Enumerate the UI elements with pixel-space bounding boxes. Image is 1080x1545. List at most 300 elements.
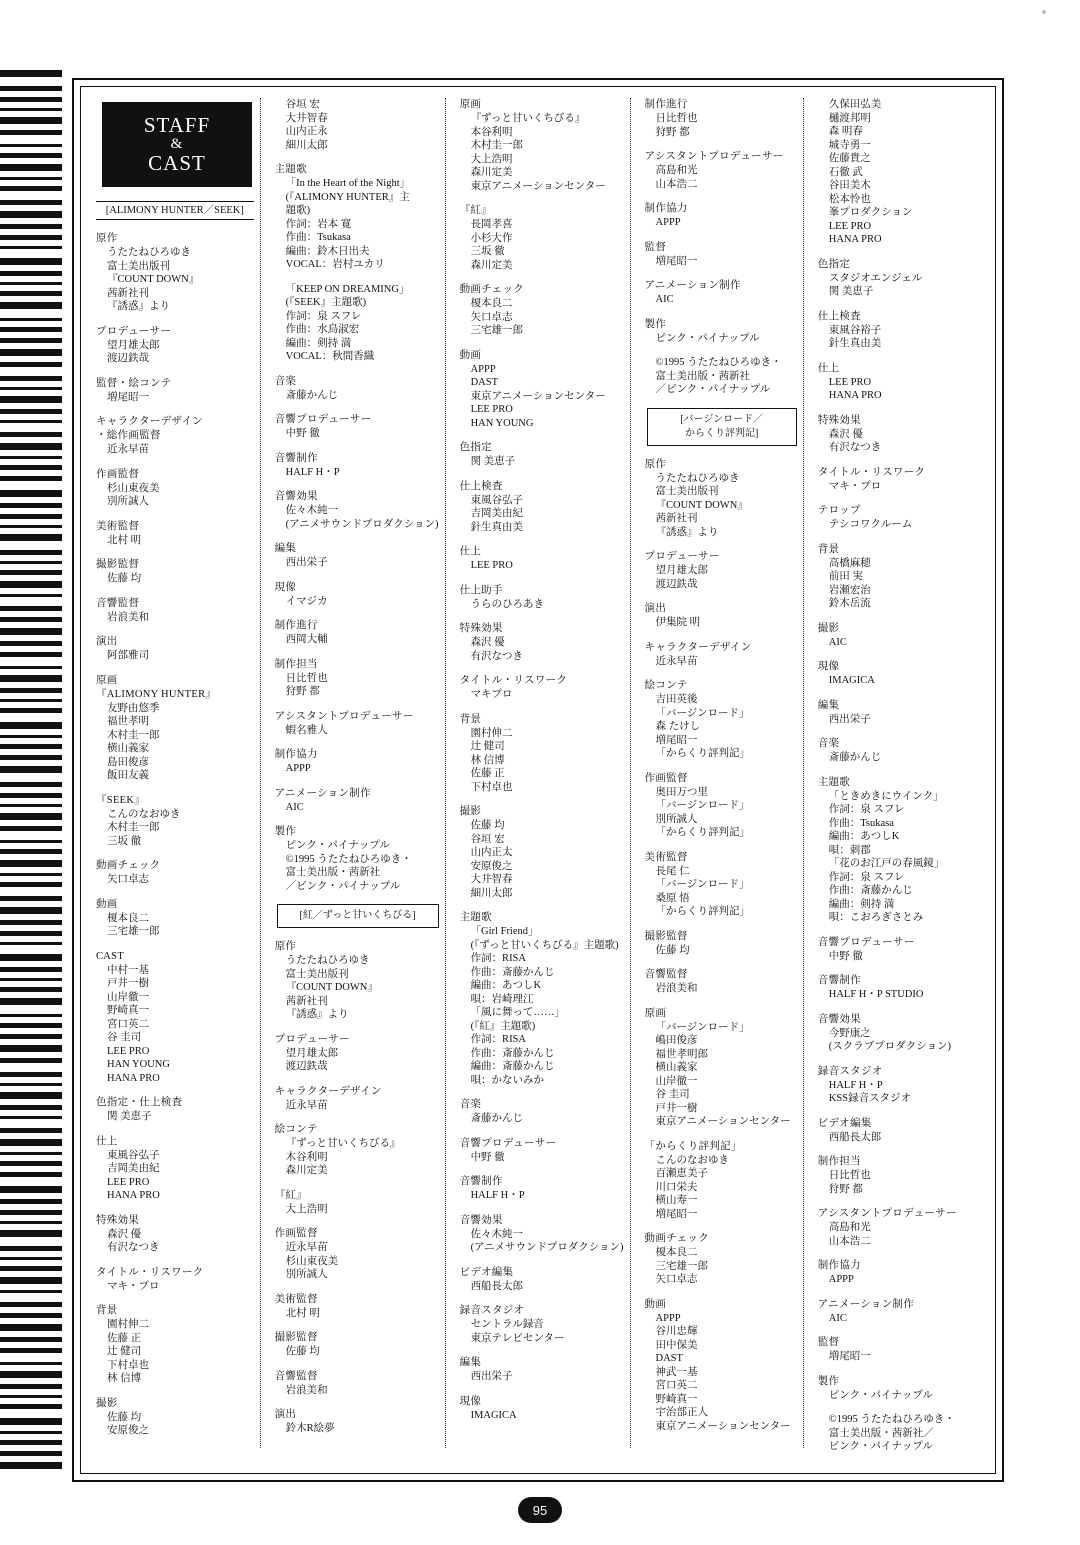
credit-name: 宮口英二	[655, 1380, 698, 1391]
credit-role: 特殊効果	[459, 623, 503, 634]
stripe	[0, 708, 62, 713]
credit-block	[275, 940, 439, 1022]
credit-block	[460, 441, 624, 469]
stripe	[0, 108, 62, 111]
credit-name: 狩野 都	[655, 126, 690, 138]
credit-block	[645, 356, 797, 397]
credit-name: LEE PRO	[107, 1176, 150, 1188]
credit-block	[818, 1413, 970, 1454]
credit-block	[818, 737, 970, 765]
credit-role: 仕上	[96, 1135, 118, 1147]
credit-name: 園村伸二	[470, 727, 513, 739]
credit-role: 制作進行	[274, 620, 318, 631]
page-number: 95	[518, 1497, 562, 1523]
stripe	[0, 804, 62, 807]
credit-name: 榎本良二	[470, 298, 513, 309]
credit-block	[96, 635, 254, 663]
credit-name: ピンク・パイナップル	[285, 840, 390, 851]
credit-role: 撮影監督	[96, 559, 140, 570]
stripe	[0, 1083, 62, 1086]
credit-name: 谷垣 宏	[470, 833, 505, 845]
credit-name: 中野 徹	[470, 1151, 505, 1163]
credit-name: 横山義家	[655, 1062, 698, 1073]
credit-name: 唄：岩崎理江	[470, 993, 534, 1005]
credit-role: 音楽	[459, 1099, 482, 1110]
credit-role: 原画	[459, 99, 482, 110]
credit-block	[818, 936, 970, 964]
credit-block	[275, 1033, 439, 1074]
credit-name: ピンク・パイナップル	[828, 1441, 933, 1452]
credit-name: 谷田美木	[828, 180, 871, 191]
credit-name: 木谷利明	[285, 1151, 328, 1163]
credit-name: 大上浩明	[285, 1203, 328, 1215]
credit-name: 福世孝明	[107, 716, 149, 727]
credit-role: キャラクターデザイン	[96, 416, 204, 427]
stripe	[0, 755, 62, 760]
credit-name: 谷垣 宏	[285, 99, 320, 110]
stripe	[0, 409, 62, 414]
credit-name: 「Girl Friend」	[470, 926, 539, 937]
credit-name: 茜新社刊	[285, 995, 328, 1007]
credit-name: ピンク・パイナップル	[828, 1389, 933, 1401]
credit-role: 監督	[817, 1337, 840, 1348]
credit-name: KSS録音スタジオ	[828, 1093, 912, 1104]
credit-name: 東京アニメーションセンター	[470, 390, 606, 402]
credit-block	[460, 1395, 624, 1423]
stripe	[0, 1210, 62, 1215]
credit-name: 佐藤 均	[107, 1411, 142, 1423]
credit-block	[96, 1304, 254, 1386]
credit-name: 木村圭一郎	[107, 729, 160, 741]
credit-role: 音響効果	[817, 1013, 861, 1025]
credit-block	[645, 458, 797, 540]
stripe	[0, 1257, 62, 1260]
credit-block	[645, 150, 797, 191]
credit-name: 城寺勇一	[828, 139, 871, 151]
stripe	[0, 826, 62, 831]
credit-role: 音楽	[817, 738, 840, 749]
credit-block	[460, 349, 624, 431]
stripe	[0, 1324, 62, 1331]
credit-name: 谷 圭司	[107, 1032, 142, 1043]
credit-role: 現像	[459, 1395, 482, 1407]
credit-name: HALF H・P	[828, 1079, 883, 1091]
stripe	[0, 396, 62, 403]
stripe	[0, 570, 62, 575]
credit-role: プロデューサー	[96, 325, 172, 337]
credit-name: 中野 徹	[285, 428, 320, 439]
page-frame	[72, 78, 1004, 1482]
credit-name: 「バージンロード」	[655, 1021, 750, 1033]
credit-block	[818, 1117, 970, 1145]
credit-block	[275, 1085, 439, 1113]
credit-role: 編集	[274, 543, 297, 554]
credit-block	[275, 619, 439, 647]
credit-name: 三坂 徹	[107, 835, 142, 847]
credit-name: 佐藤貴之	[828, 153, 871, 164]
stripe	[0, 766, 62, 773]
credit-name: 下村卓也	[107, 1359, 149, 1371]
stripe	[0, 1246, 62, 1251]
credit-name: 森沢 優	[470, 637, 505, 648]
credit-role: 特殊効果	[96, 1214, 140, 1226]
stripe	[0, 954, 62, 961]
stripe	[0, 211, 62, 218]
credit-name: マキプロ	[470, 689, 513, 700]
credit-name: VOCAL：岩村ユカリ	[285, 259, 385, 270]
credit-name: 「からくり評判記」	[655, 827, 751, 838]
credit-role: 仕上検査	[817, 310, 861, 322]
credit-name: 中村一基	[107, 964, 149, 976]
credit-role: アシスタントプロデューサー	[817, 1208, 957, 1219]
credit-name: 矢口卓志	[107, 874, 149, 885]
section-title: [ALIMONY HUNTER／SEEK]	[96, 201, 254, 220]
credit-name: 東風谷弘子	[107, 1149, 160, 1161]
stripe	[0, 628, 62, 635]
credit-name: VOCAL：秋間香織	[285, 351, 375, 362]
credit-name: 久保田弘美	[828, 99, 882, 110]
credit-name: 『COUNT DOWN』	[655, 499, 748, 511]
credit-role: 美術監督	[644, 851, 688, 863]
corner-dot	[1042, 10, 1046, 14]
stripe	[0, 581, 62, 588]
credit-name: 作曲：Tsukasa	[285, 232, 351, 243]
stripe	[0, 1440, 62, 1445]
col-1	[96, 98, 260, 1448]
credit-block	[460, 622, 624, 663]
credit-name: 渡辺鉄哉	[107, 353, 149, 364]
credit-name: こんのなおゆき	[655, 1154, 730, 1166]
credit-name: 東京アニメーションセンター	[470, 180, 606, 192]
credit-role: アニメーション制作	[644, 280, 741, 291]
credit-block	[96, 415, 254, 457]
credit-name: LEE PRO	[470, 560, 513, 571]
credit-name: 題歌)	[285, 205, 311, 216]
stripe	[0, 722, 62, 729]
stripe	[0, 1092, 62, 1099]
credit-name: 今野康之	[828, 1027, 871, 1039]
credit-name: 「花のお江戸の春風鏡」	[828, 858, 945, 869]
credit-role: 原作	[274, 941, 297, 952]
credit-role: キャラクターデザイン	[644, 641, 752, 653]
credit-name: 川口栄夫	[655, 1181, 698, 1193]
section-title-line: [バージンロード／	[680, 413, 764, 425]
stripe	[0, 164, 62, 171]
credit-block	[818, 414, 970, 455]
credit-block	[275, 163, 439, 272]
credit-role: キャラクターデザイン	[274, 1085, 382, 1097]
credit-block	[460, 1137, 624, 1165]
credit-name: 大上浩明	[470, 153, 513, 165]
credit-block	[645, 679, 797, 761]
credit-name: うたたねひろゆき	[107, 247, 191, 258]
credit-name: 佐藤 均	[655, 944, 690, 956]
credit-name: 北村 明	[285, 1307, 320, 1319]
credit-role: 監督	[644, 241, 667, 253]
credit-name: 佐藤 均	[107, 573, 142, 584]
credit-block	[275, 413, 439, 441]
credit-role: 音響プロデューサー	[274, 414, 372, 425]
credit-name: 森沢 優	[828, 428, 863, 440]
credit-role: 仕上助手	[459, 584, 503, 596]
stripe	[0, 1384, 62, 1389]
stripe	[0, 1404, 62, 1409]
stripe	[0, 420, 62, 423]
credit-name: APPP	[655, 1312, 681, 1324]
credit-role: 制作協力	[274, 749, 318, 760]
stripe	[0, 998, 62, 1005]
stripe	[0, 1014, 62, 1017]
stripe	[0, 1371, 62, 1378]
credit-name: 辻 健司	[107, 1346, 142, 1357]
stripe	[0, 525, 62, 528]
credit-name: 作詞：泉 スフレ	[285, 310, 362, 322]
credit-name: 増尾昭一	[107, 391, 149, 403]
credit-block	[275, 748, 439, 776]
credit-name: 「KEEP ON DREAMING」	[285, 283, 410, 295]
credit-role: 編集	[459, 1357, 482, 1368]
credit-role: 現像	[817, 661, 840, 672]
credit-block	[96, 1266, 254, 1294]
stripe	[0, 920, 62, 925]
credit-block	[96, 794, 254, 849]
credit-role: タイトル・リスワーク	[817, 466, 926, 478]
credit-name: 友野由悠季	[107, 702, 160, 714]
credit-block	[645, 930, 797, 958]
credit-name: IMAGICA	[470, 1409, 517, 1421]
credit-role: 撮影	[817, 622, 840, 634]
credit-role: ・総作画監督	[96, 430, 161, 441]
credit-role: プロデューサー	[644, 551, 720, 562]
stripe	[0, 327, 62, 332]
stripe	[0, 271, 62, 276]
credit-role: 主題歌	[817, 776, 851, 788]
credit-name: 阿部雅司	[107, 650, 149, 661]
stripe	[0, 987, 62, 992]
credit-name: 下村卓也	[470, 781, 513, 793]
credit-name: 伊集院 明	[655, 617, 701, 628]
credit-block	[645, 1007, 797, 1129]
credit-block	[645, 550, 797, 591]
credit-block	[645, 241, 797, 269]
stripe	[0, 550, 62, 555]
credit-name: (アニメサウンドプロダクション)	[285, 518, 439, 530]
credit-name: 富士美出版刊	[107, 260, 170, 272]
credit-name: 有沢なつき	[107, 1242, 160, 1253]
credit-name: 『ずっと甘いくちびる』	[285, 1138, 401, 1149]
credit-name: 辻 健司	[470, 741, 505, 752]
col-2	[260, 98, 445, 1448]
stripe	[0, 666, 62, 669]
stripe	[0, 443, 62, 450]
credit-name: 近永早苗	[285, 1242, 328, 1253]
stripe	[0, 376, 62, 381]
credit-block	[275, 581, 439, 609]
credit-block	[275, 658, 439, 699]
credit-role: タイトル・リスワーク	[459, 675, 568, 686]
credit-block	[275, 1189, 439, 1217]
credit-block	[275, 710, 439, 738]
stripe	[0, 813, 62, 820]
stripe	[0, 1161, 62, 1166]
stripe	[0, 1139, 62, 1146]
stripe	[0, 490, 62, 497]
credit-name: 作詞：岩本 寛	[285, 218, 352, 230]
credit-name: 森沢 優	[107, 1228, 142, 1240]
credit-name: 野崎真一	[655, 1393, 698, 1405]
credit-name: 奥田万つ里	[655, 786, 709, 798]
credit-role: 仕上検査	[459, 480, 503, 492]
stripe	[0, 246, 62, 249]
credit-role: 制作担当	[274, 658, 318, 670]
stripe	[0, 907, 62, 914]
credit-name: LEE PRO	[470, 404, 513, 415]
stripe	[0, 1023, 62, 1028]
credit-name: 松本怜也	[828, 193, 871, 205]
credit-role: 製作	[274, 826, 297, 837]
credit-name: HAN YOUNG	[107, 1059, 170, 1070]
credit-name: APPP	[828, 1274, 854, 1285]
credit-name: 岩瀬宏治	[828, 584, 871, 596]
credit-name: 安原俊之	[470, 860, 513, 872]
stripe	[0, 387, 62, 390]
credit-block	[96, 520, 254, 548]
credit-block	[460, 98, 624, 193]
stripe	[0, 1348, 62, 1353]
credit-block	[96, 232, 254, 314]
credit-role: 録音スタジオ	[459, 1305, 525, 1316]
stripe	[0, 594, 62, 597]
stripe	[0, 1034, 62, 1039]
credit-role: 撮影	[96, 1397, 118, 1409]
credit-name: 増尾昭一	[655, 1208, 698, 1220]
credit-block	[818, 622, 970, 650]
credit-name: 桑原 悟	[655, 892, 690, 904]
credit-name: DAST	[470, 377, 498, 388]
credit-name: 斎藤かんじ	[285, 389, 339, 401]
credit-name: 木村圭一郎	[470, 140, 524, 151]
credit-name: 野崎真一	[107, 1005, 149, 1016]
credit-name: 作曲：水鳥淑宏	[285, 324, 360, 335]
credit-block	[275, 98, 439, 152]
credit-block	[96, 1096, 254, 1124]
credit-block	[818, 1298, 970, 1326]
credit-block	[818, 362, 970, 403]
credit-name: 小杉大作	[470, 232, 513, 244]
credit-role: 制作協力	[817, 1260, 861, 1271]
credit-name: 林 信博	[107, 1373, 142, 1384]
credit-name: テシコワクルーム	[828, 519, 913, 530]
credit-name: 岩浪美和	[655, 983, 698, 994]
credit-name: 百瀬恵美子	[655, 1168, 709, 1179]
stripe	[0, 476, 62, 481]
credit-role: 音響プロデューサー	[459, 1137, 557, 1149]
stripe	[0, 1152, 62, 1155]
credit-name: 狩野 都	[828, 1183, 863, 1195]
credit-name: 山内正永	[285, 126, 328, 137]
credit-name: 編曲：あつしK	[470, 980, 542, 991]
credit-name: 谷川忠輝	[655, 1326, 698, 1337]
credit-role: 美術監督	[96, 520, 140, 532]
stripe	[0, 1128, 62, 1133]
credit-role: 製作	[817, 1375, 840, 1387]
credit-name: 望月雄太郎	[655, 565, 709, 576]
credit-name: 針生真由美	[470, 521, 524, 533]
credit-name: 宇治部正人	[655, 1407, 709, 1418]
credit-block	[460, 1214, 624, 1255]
credit-name: 『COUNT DOWN』	[285, 982, 378, 993]
stripe	[0, 1277, 62, 1284]
stripe	[0, 1302, 62, 1307]
credit-name: APPP	[470, 363, 496, 375]
credit-name: 富士美出版・茜新社	[655, 370, 751, 382]
credit-role: 原画	[644, 1007, 667, 1019]
stripe	[0, 153, 62, 158]
credit-role: 作画監督	[96, 468, 140, 480]
stripe	[0, 882, 62, 887]
credit-role: 背景	[459, 713, 482, 725]
credit-block	[645, 279, 797, 307]
credit-role: 主題歌	[274, 164, 308, 175]
stripe	[0, 302, 62, 309]
credit-name: 佐々木純一	[470, 1228, 524, 1240]
stripe	[0, 873, 62, 876]
credit-name: LEE PRO	[828, 376, 872, 388]
credit-name: HANA PRO	[828, 390, 882, 401]
credit-name: 「In the Heart of the Night」	[285, 178, 411, 189]
credit-role: 原画	[96, 674, 118, 686]
stripe	[0, 534, 62, 541]
credit-name: 細川太郎	[470, 887, 513, 899]
ampersand: &	[170, 136, 184, 152]
credit-name: 宮口英二	[107, 1018, 149, 1030]
credit-name: 鈴木岳流	[828, 598, 871, 609]
credit-name: 樋渡邦明	[828, 112, 871, 124]
credit-name: AIC	[285, 801, 304, 813]
credit-block	[275, 787, 439, 815]
credit-name: 中野 徹	[828, 950, 863, 962]
credit-name: うらのひろあき	[470, 598, 545, 610]
credit-name: 島田俊彦	[107, 756, 149, 768]
credit-name: 関 美恵子	[470, 456, 516, 467]
credit-block	[460, 911, 624, 1087]
credit-name: LEE PRO	[828, 220, 872, 232]
stripe	[0, 1418, 62, 1425]
stripe	[0, 652, 62, 657]
credit-role: 制作担当	[817, 1156, 861, 1167]
credit-name: 作詞：RISA	[470, 1034, 526, 1045]
credit-block	[460, 204, 624, 272]
credit-role: 「からくり評判記」	[644, 1140, 742, 1152]
credit-name: 福世孝明郎	[655, 1048, 709, 1060]
credit-block	[818, 1207, 970, 1248]
credit-name: 有沢なつき	[828, 442, 882, 453]
credit-role: 音響監督	[96, 597, 140, 609]
credit-name: HAN YOUNG	[470, 417, 534, 429]
stripe	[0, 1451, 62, 1456]
stripe	[0, 1431, 62, 1434]
credit-name: 山岸徹一	[107, 991, 149, 1003]
credit-name: 作曲：斎藤かんじ	[470, 1047, 555, 1059]
stripe	[0, 896, 62, 901]
credit-role: 色指定	[459, 442, 492, 453]
credit-name: スタジオエンジェル	[828, 272, 923, 284]
stripe	[0, 1172, 62, 1177]
credit-name: AIC	[828, 636, 847, 648]
credit-name: 東京アニメーションセンター	[655, 1116, 791, 1127]
credit-name: LEE PRO	[107, 1045, 150, 1057]
stripe	[0, 782, 62, 787]
